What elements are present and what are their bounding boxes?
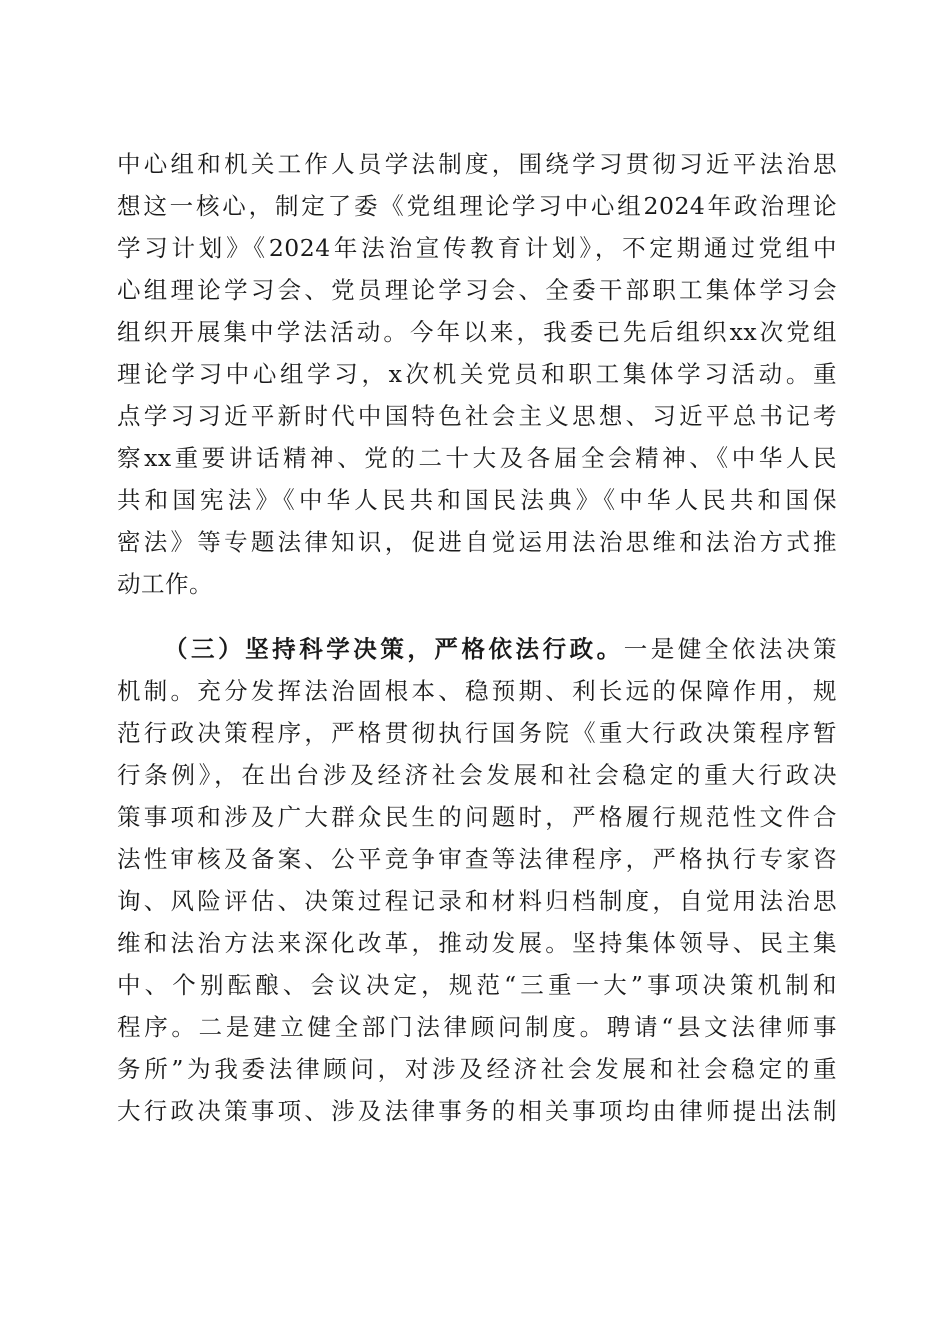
paragraph-1-line: 密法》等专题法律知识，促进自觉运用法治思维和法治方式推 xyxy=(117,528,837,556)
paragraph-2-line: 程序。二是建立健全部门法律顾问制度。聘请“县文法律师事 xyxy=(117,1013,837,1041)
paragraph-1-line: 动工作。 xyxy=(117,570,213,598)
paragraph-2-line: 维和法治方法来深化改革，推动发展。坚持集体领导、民主集 xyxy=(117,929,837,957)
paragraph-2-line: 询、风险评估、决策过程记录和材料归档制度，自觉用法治思 xyxy=(117,887,837,915)
paragraph-1-line: 点学习习近平新时代中国特色社会主义思想、习近平总书记考 xyxy=(117,402,837,430)
paragraph-1-line: 心组理论学习会、党员理论学习会、全委干部职工集体学习会 xyxy=(117,276,837,304)
paragraph-1-line: 理论学习中心组学习，x次机关党员和职工集体学习活动。重 xyxy=(117,360,837,388)
paragraph-2-first-line xyxy=(164,629,837,669)
paragraph-2-line: 策事项和涉及广大群众民生的问题时，严格履行规范性文件合 xyxy=(117,803,837,831)
paragraph-2-line: 中、个别酝酿、会议决定，规范“三重一大”事项决策机制和 xyxy=(117,971,837,999)
paragraph-1-line: 中心组和机关工作人员学法制度，围绕学习贯彻习近平法治思 xyxy=(117,150,837,178)
paragraph-1-line: 学习计划》《2024年法治宣传教育计划》，不定期通过党组中 xyxy=(117,234,837,262)
paragraph-1-line: 察xx重要讲话精神、党的二十大及各届全会精神、《中华人民 xyxy=(117,444,837,472)
paragraph-2-line: 法性审核及备案、公平竞争审查等法律程序，严格执行专家咨 xyxy=(117,845,837,873)
paragraph-2-line: 务所”为我委法律顾问，对涉及经济社会发展和社会稳定的重 xyxy=(117,1055,837,1083)
paragraph-2-line: 大行政决策事项、涉及法律事务的相关事项均由律师提出法制 xyxy=(117,1097,837,1125)
paragraph-2-line: 机制。充分发挥法治固根本、稳预期、利长远的保障作用，规 xyxy=(117,677,837,705)
document-body xyxy=(117,144,837,1174)
paragraph-2-line: 范行政决策程序，严格贯彻执行国务院《重大行政决策程序暂 xyxy=(117,719,837,747)
paragraph-1-line: 组织开展集中学法活动。今年以来，我委已先后组织xx次党组 xyxy=(117,318,837,346)
paragraph-1-line: 想这一核心，制定了委《党组理论学习中心组2024年政治理论 xyxy=(117,192,837,220)
paragraph-1-line: 共和国宪法》《中华人民共和国民法典》《中华人民共和国保 xyxy=(117,486,837,514)
paragraph-2-lead-text: 一是健全依法决策 xyxy=(623,635,838,663)
section-heading: （三）坚持科学决策，严格依法行政。 xyxy=(164,635,624,663)
paragraph-2-line: 行条例》，在出台涉及经济社会发展和社会稳定的重大行政决 xyxy=(117,761,837,789)
